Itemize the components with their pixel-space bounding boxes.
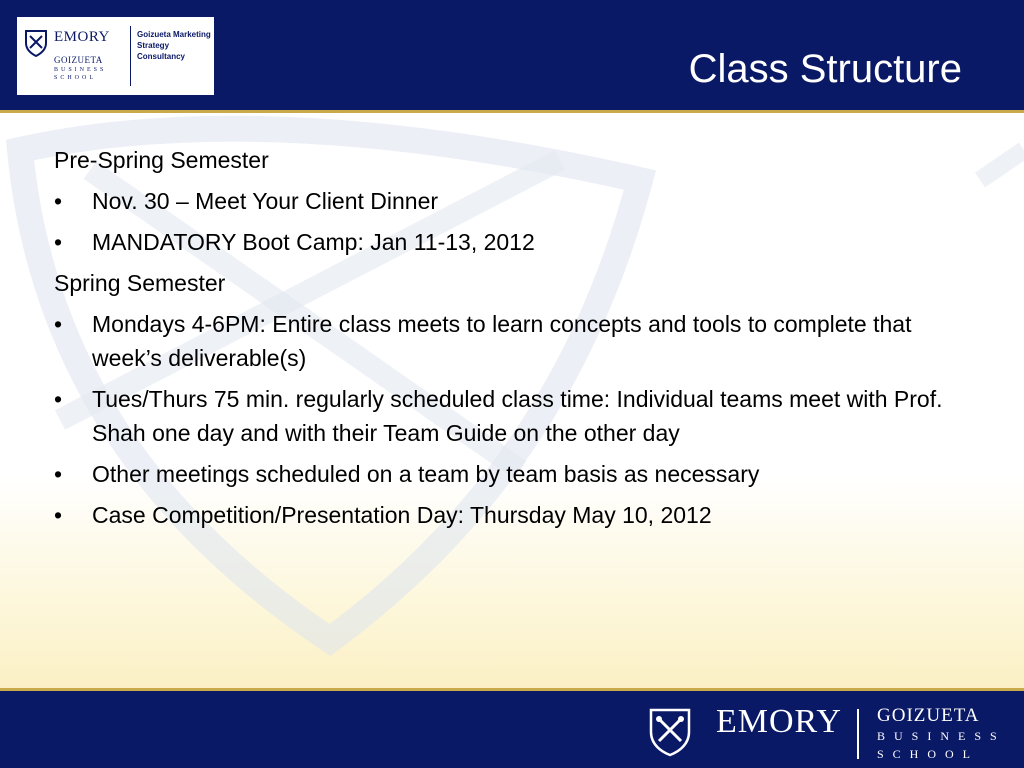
list-item xyxy=(54,382,964,450)
emory-shield-icon xyxy=(648,707,692,757)
logo-school-text: SCHOOL xyxy=(54,75,97,81)
logo-divider xyxy=(130,26,131,86)
list-item-text: MANDATORY Boot Camp: Jan 11-13, 2012 xyxy=(92,229,535,255)
bullet-icon: • xyxy=(54,386,63,412)
bullet-icon: • xyxy=(54,461,63,487)
list-item xyxy=(54,457,964,491)
footer-school-text: SCHOOL xyxy=(877,747,980,761)
logo-business-text: BUSINESS xyxy=(54,67,107,73)
list-item xyxy=(54,498,964,532)
bullet-icon: • xyxy=(54,229,63,255)
bullet-icon: • xyxy=(54,311,63,337)
list-item xyxy=(54,307,964,375)
list-item xyxy=(54,184,964,218)
list-item-text: Other meetings scheduled on a team by team basis as necessary xyxy=(92,461,760,487)
bullet-icon: • xyxy=(54,502,63,528)
emory-shield-icon xyxy=(24,29,48,57)
list-item-text: Nov. 30 – Meet Your Client Dinner xyxy=(92,188,439,214)
slide-content xyxy=(54,143,964,539)
list-item-text: Case Competition/Presentation Day: Thursday May 10, 2012 xyxy=(92,502,712,528)
logo-emory-text: EMORY xyxy=(54,29,110,45)
bullet-icon: • xyxy=(54,188,63,214)
footer-goizueta-text: GOIZUETA xyxy=(877,705,980,726)
logo-goizueta-text: GOIZUETA xyxy=(54,55,103,65)
footer-emory-text: EMORY xyxy=(716,703,842,740)
header-bar xyxy=(0,0,1024,113)
footer-bar xyxy=(0,688,1024,768)
spring-heading: Spring Semester xyxy=(54,270,226,296)
slide-title: Class Structure xyxy=(688,47,962,91)
logo-consultancy-line2: Strategy Consultancy xyxy=(137,41,186,61)
goizueta-consultancy-logo xyxy=(17,17,214,95)
list-item xyxy=(54,225,964,259)
list-item-text: Mondays 4-6PM: Entire class meets to learn concepts and tools to complete that week’s deliverable(s) xyxy=(92,311,912,371)
footer-divider xyxy=(857,709,859,759)
logo-consultancy-line1: Goizueta Marketing xyxy=(137,30,211,39)
footer-business-text: BUSINESS xyxy=(877,729,1006,743)
pre-spring-heading: Pre-Spring Semester xyxy=(54,147,269,173)
logo-consultancy-text xyxy=(137,29,213,62)
list-item-text: Tues/Thurs 75 min. regularly scheduled class time: Individual teams meet with Prof. Shah one day and with their Team Guide on the other day xyxy=(92,386,943,446)
